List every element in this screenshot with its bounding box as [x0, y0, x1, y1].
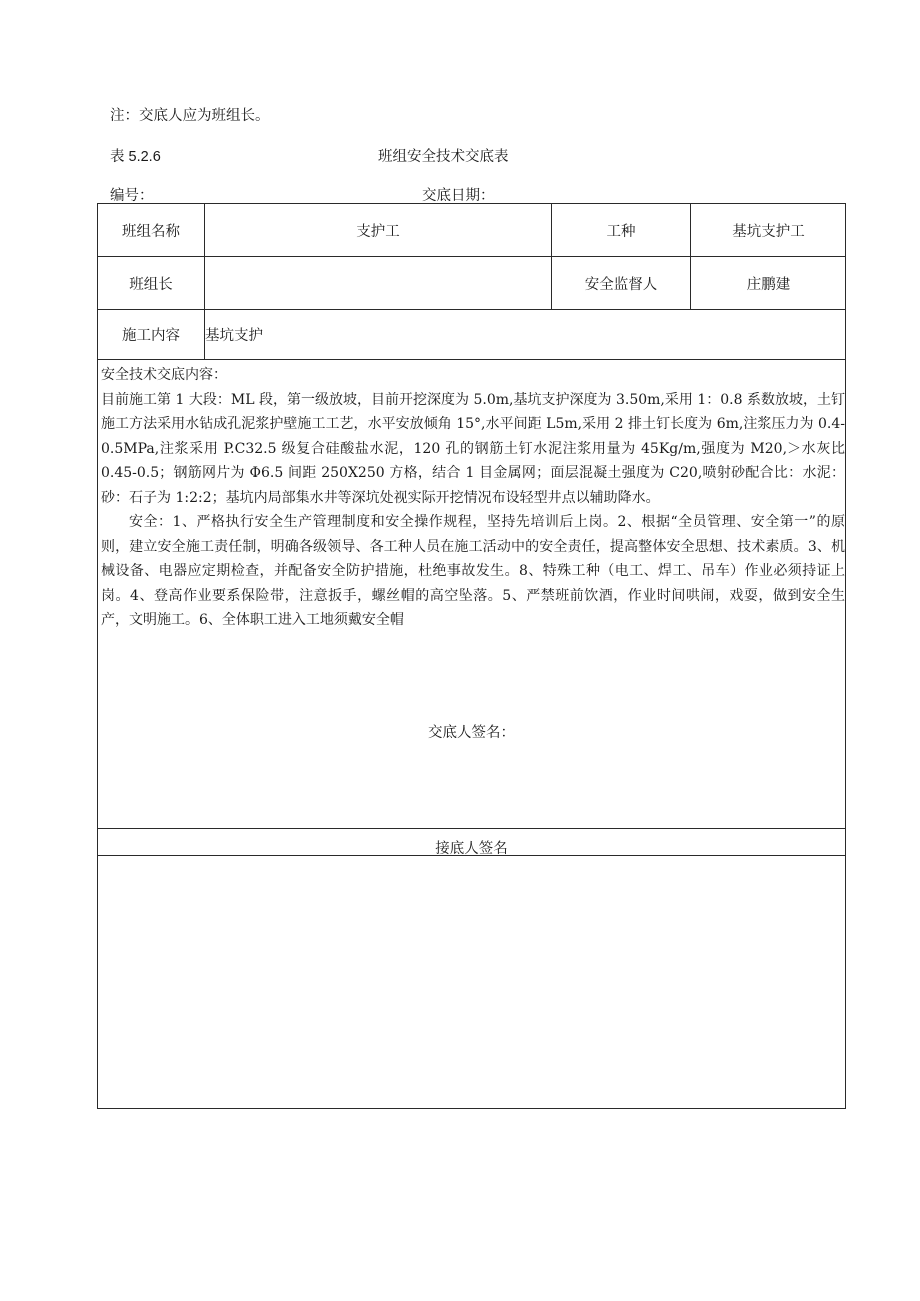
document-title: 班组安全技术交底表 [378, 149, 509, 165]
team-name-value: 支护工 [356, 223, 400, 240]
table-number: 表 5.2.6 [110, 149, 161, 165]
content-paragraph-construction: 目前施工第 1 大段：ML 段，第一级放坡，目前开挖深度为 5.0m,基坑支护深度为 3.50m,采用 1：0.8 系数放坡，土钉施工方法采用水钻成孔泥浆护壁施工工艺，水平安放倾角 15°,水平间距 L5m,采用 2 排土钉长度为 6m,注浆压力为 0.4-0.5MPa,注浆采用 P.C32.5 级复合硅酸盐水泥，120 孔的钢筋土钉水泥注浆用量为 45Kg∕m,强度为 M20,＞水灰比 0.45-0.5；钢筋网片为 Φ6.5 间距 250X250 方格，结合 1 目金属网；面层混凝土强度为 C20,喷射砂配合比：水泥：砂：石子为 1:2:2；基坑内局部集水井等深坑处视实际开挖情况布设轻型井点以辅助降水。 [101, 391, 845, 506]
safety-supervisor-label: 安全监督人 [584, 276, 658, 293]
construction-content-value: 基坑支护 [205, 328, 263, 344]
content-paragraph-safety: 安全：1、严格执行安全生产管理制度和安全操作规程，坚持先培训后上岗。2、根据“全员管理、安全第一”的原则，建立安全施工责任制，明确各级领导、各工种人员在施工活动中的安全责任，提高整体安全思想、技术素质。3、机械设备、电器应定期检查，并配备安全防护措施，杜绝事故发生。8、特殊工种（电工、焊工、吊车）作业必须持证上岗。4、登高作业要系保险带，注意扳手，螺丝帽的高空坠落。5、严禁班前饮酒，作业时间哄闹，戏耍，做到安全生产，文明施工。6、全体职工进入工地须戴安全帽 [101, 514, 845, 628]
discloser-signature-label: 交底人签名： [428, 725, 515, 741]
team-leader-value [205, 257, 551, 309]
work-type-value: 基坑支护工 [732, 223, 805, 240]
team-name-label: 班组名称 [122, 223, 180, 240]
disclosure-form-table [97, 203, 846, 1109]
safety-disclosure-content [101, 363, 845, 633]
safety-supervisor-value: 庄鹏建 [746, 276, 791, 293]
note-text: 注：交底人应为班组长。 [110, 108, 270, 124]
work-type-label: 工种 [606, 223, 636, 240]
team-leader-label: 班组长 [129, 276, 173, 293]
row-divider [98, 359, 845, 360]
content-heading: 安全技术交底内容： [101, 367, 227, 383]
row-divider [98, 828, 845, 829]
construction-content-label: 施工内容 [122, 328, 180, 344]
serial-number-label: 编号： [110, 188, 154, 204]
receiver-signature-label: 接底人签名 [435, 841, 508, 857]
disclosure-date-label: 交底日期： [422, 188, 495, 204]
